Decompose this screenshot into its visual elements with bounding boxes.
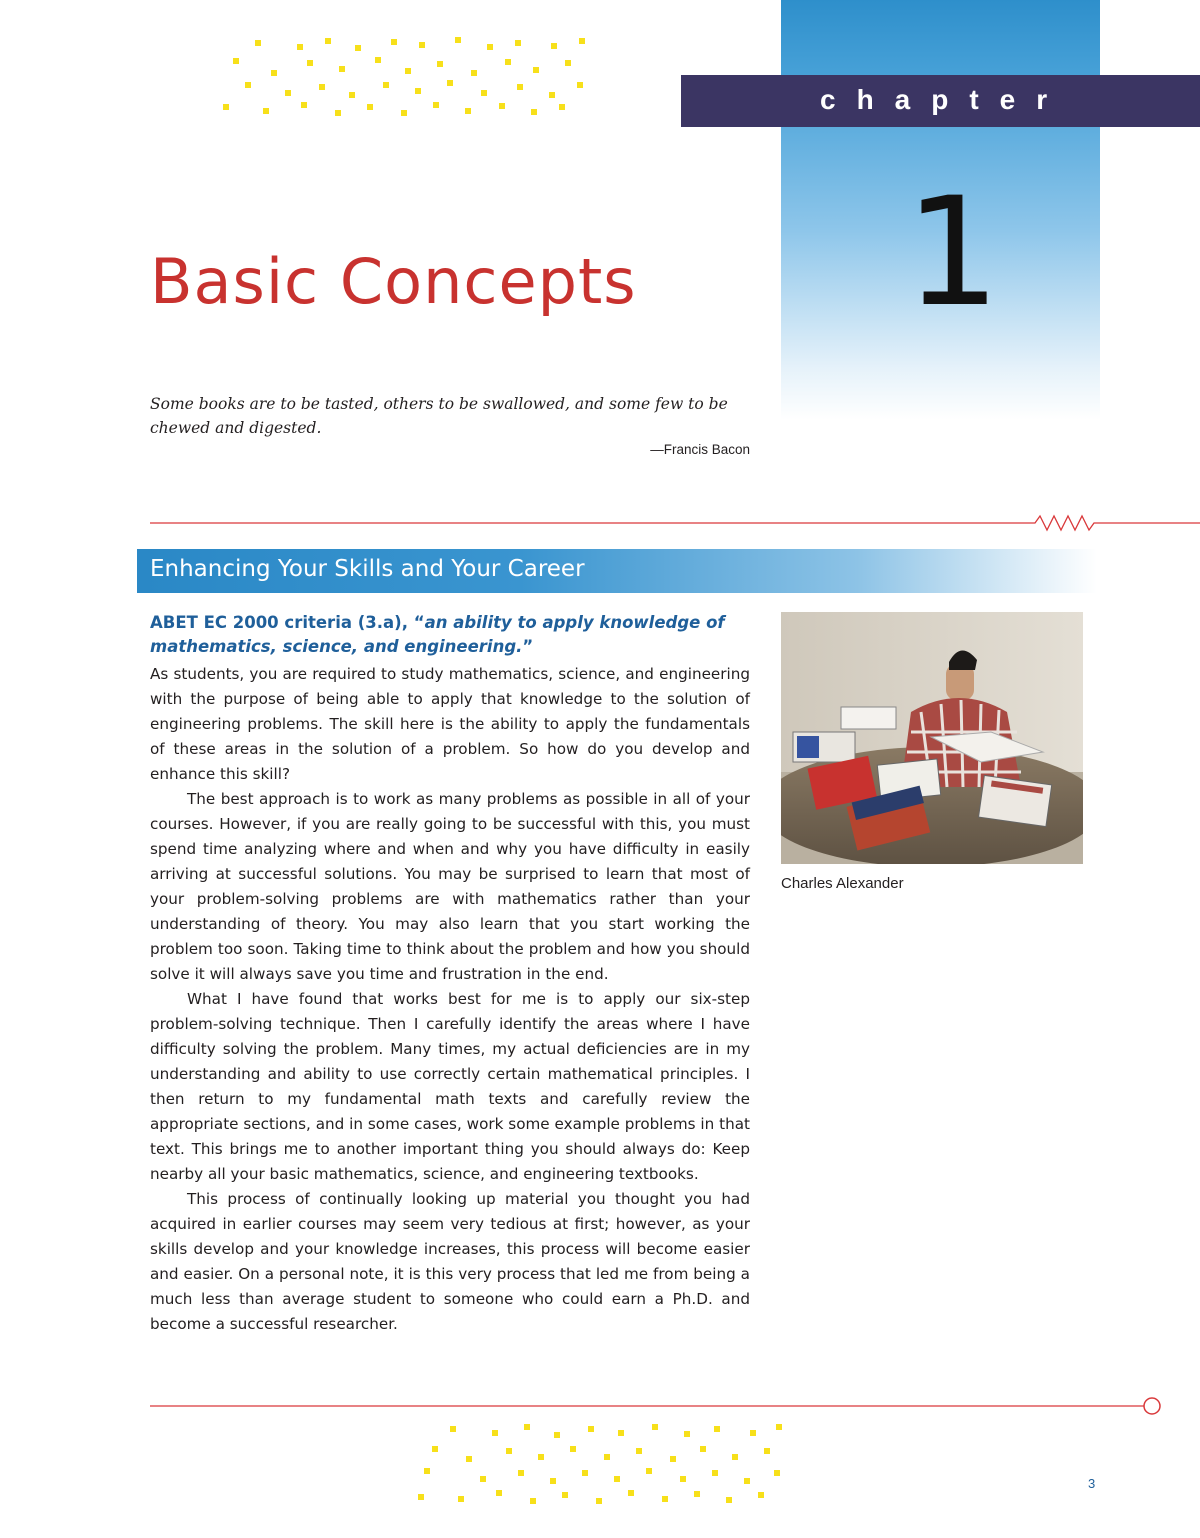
- body-paragraph: What I have found that works best for me is to apply our six-step problem-solving technique. Then I carefully identify the areas where I have difficulty solving the problem. Many times, my actual deficiencies are in my understanding and ability to use correctly certain mathematical principles. I then return to my fundamental math texts and carefully review the appropriate sections, and in some cases, work some example problems in that text. This brings me to another important thing you should always do: Keep nearby all your basic mathematics, science, and engineering textbooks.: [150, 990, 750, 1183]
- photo-caption: Charles Alexander: [781, 875, 904, 892]
- body-paragraph: The best approach is to work as many problems as possible in all of your courses. However, if you are really going to be successful with this, you must spend time analyzing where and when and why you have difficulty in easily arriving at successful solutions. You may be surprised to learn that most of your problem-solving problems are with mathematics rather than your understanding of theory. You may also learn that you start working the problem too soon. Taking time to think about the problem and how you should solve it will always save you time and frustration in the end.: [150, 790, 750, 983]
- bottom-divider: [150, 1394, 1170, 1418]
- decorative-dots-bottom: [412, 1418, 792, 1508]
- author-photo: [781, 612, 1083, 864]
- page-title: Basic Concepts: [150, 245, 637, 318]
- resistor-divider: [150, 508, 1200, 538]
- decorative-dots-top: [215, 30, 595, 120]
- body-paragraph: As students, you are required to study mathematics, science, and engineering with the purpose of being able to apply that knowledge to the solution of engineering problems. The skill here is the ability to apply the fundamentals of these areas in the solution of a problem. So how do you develop and enhance this skill?: [150, 665, 750, 783]
- body-text: [150, 662, 750, 1337]
- epigraph-author: —Francis Bacon: [650, 442, 750, 457]
- author-photo-illustration: [781, 612, 1083, 864]
- epigraph-quote: Some books are to be tasted, others to be swallowed, and some few to be chewed and digested.: [150, 395, 728, 437]
- section-title: Enhancing Your Skills and Your Career: [150, 556, 585, 582]
- criteria-suffix: ”: [522, 637, 534, 656]
- criteria-heading: [150, 611, 760, 659]
- chapter-label: chapter: [820, 84, 1069, 115]
- criteria-emphasis: an ability to apply knowledge of mathematics, science, and engineering.: [150, 613, 725, 656]
- criteria-prefix: ABET EC 2000 criteria (3.a), “: [150, 613, 425, 632]
- page-number: 3: [1088, 1476, 1096, 1491]
- chapter-number: 1: [905, 166, 1001, 340]
- body-paragraph: This process of continually looking up material you thought you had acquired in earlier courses may seem very tedious at first; however, as your skills develop and your knowledge increases, this process will become easier and easier. On a personal note, it is this very process that led me from being a much less than average student to someone who could earn a Ph.D. and become a successful researcher.: [150, 1190, 750, 1333]
